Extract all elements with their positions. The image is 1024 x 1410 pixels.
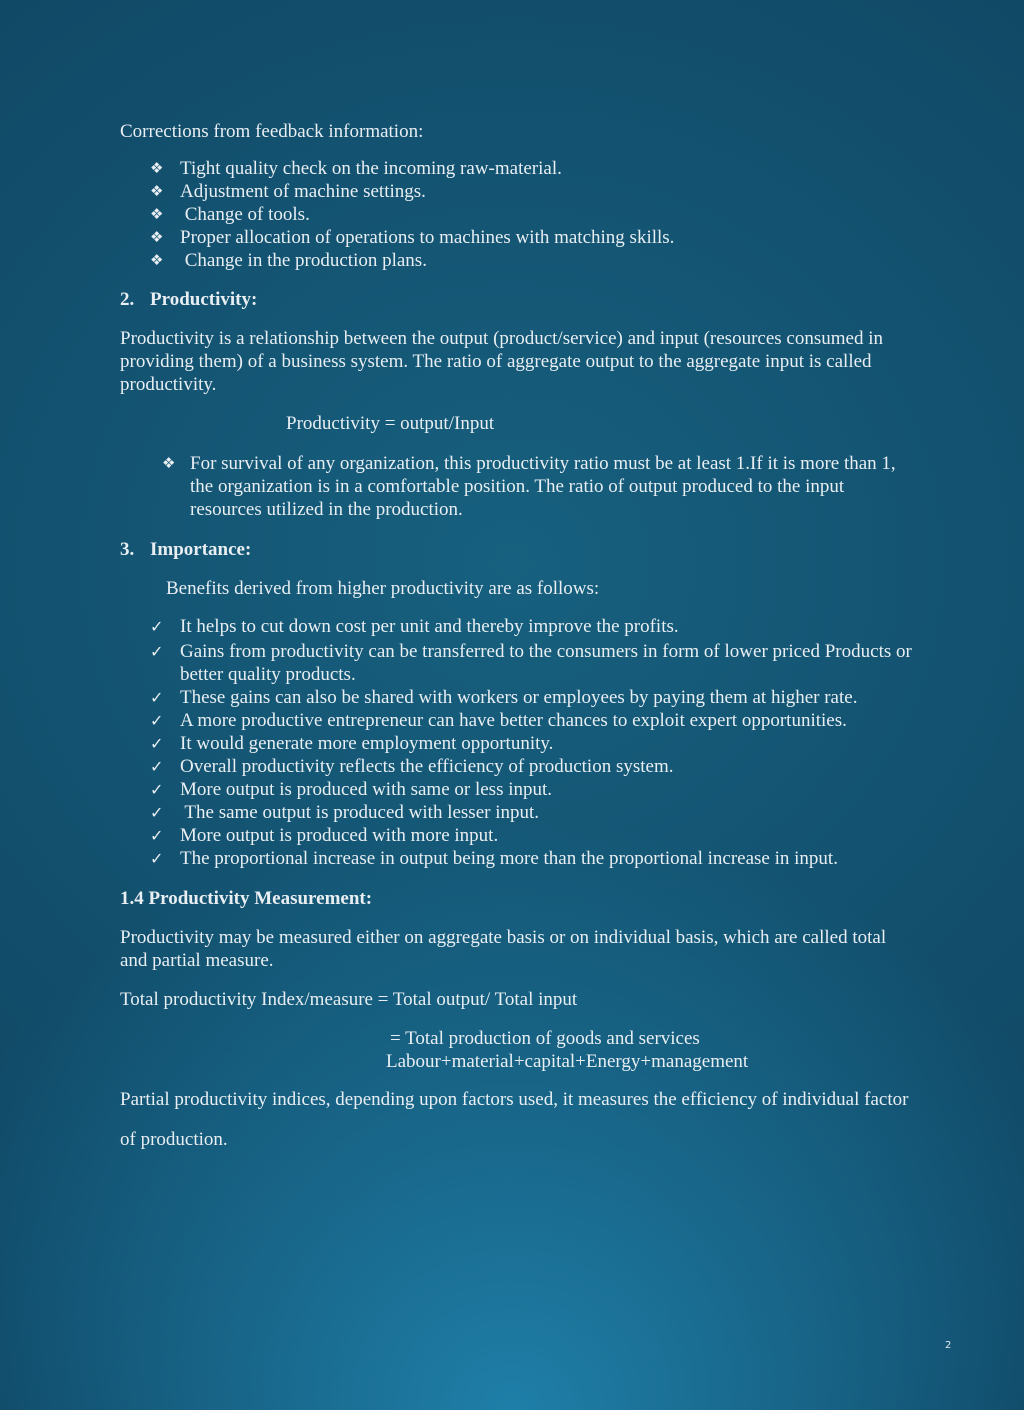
check-mark-icon: ✓ xyxy=(150,711,164,730)
importance-heading: 3. Importance: xyxy=(120,539,252,560)
productivity-paragraph: Productivity is a relationship between the output (product/service) and input (resources consumed in providing them) of a business system. The ratio of aggregate output to the aggregate input is called productivity. xyxy=(120,328,883,395)
list-item: ✓ A more productive entrepreneur can have better chances to exploit expert opportunities. xyxy=(150,710,847,731)
four-diamond-bullet-icon: ❖ xyxy=(150,205,164,223)
check-mark-icon: ✓ xyxy=(150,688,164,707)
total-productivity-formula: Total productivity Index/measure = Total output/ Total input xyxy=(120,989,578,1010)
productivity-note-list xyxy=(162,452,910,521)
four-diamond-bullet-icon: ❖ xyxy=(150,228,164,246)
measurement-paragraph: Productivity may be measured either on aggregate basis or on individual basis, which are called total and partial measure. xyxy=(120,927,887,971)
four-diamond-bullet-icon: ❖ xyxy=(150,251,164,269)
corrections-list xyxy=(150,157,910,272)
list-item: ✓ The proportional increase in output being more than the proportional increase in input. xyxy=(150,848,838,869)
four-diamond-bullet-icon: ❖ xyxy=(150,182,164,200)
partial-productivity-paragraph: Partial productivity indices, depending upon factors used, it measures the efficiency of individual factor of production. xyxy=(120,1089,909,1150)
list-item: ✓ More output is produced with more input. xyxy=(150,825,499,846)
check-mark-icon: ✓ xyxy=(150,734,164,753)
fraction-numerator: = Total production of goods and services xyxy=(390,1028,700,1049)
list-item: ✓ Gains from productivity can be transferred to the consumers in form of lower priced Products or better quality products. xyxy=(150,641,912,685)
list-item: ✓ It helps to cut down cost per unit and thereby improve the profits. xyxy=(150,616,679,637)
corrections-intro: Corrections from feedback information: xyxy=(120,121,424,142)
check-mark-icon: ✓ xyxy=(150,617,164,636)
four-diamond-bullet-icon: ❖ xyxy=(150,159,164,177)
list-item: ✓ The same output is produced with lesser input. xyxy=(150,802,540,823)
check-mark-icon: ✓ xyxy=(150,780,164,799)
measurement-heading: 1.4 Productivity Measurement: xyxy=(120,888,373,909)
list-item: ❖ Tight quality check on the incoming raw-material. xyxy=(150,158,562,179)
total-productivity-fraction xyxy=(386,1027,910,1073)
productivity-heading: 2. Productivity: xyxy=(120,289,258,310)
benefits-list xyxy=(150,615,950,870)
check-mark-icon: ✓ xyxy=(150,803,164,822)
check-mark-icon: ✓ xyxy=(150,642,164,661)
list-item: ✓ More output is produced with same or less input. xyxy=(150,779,553,800)
list-item: ✓ It would generate more employment opportunity. xyxy=(150,733,554,754)
page-content xyxy=(120,120,910,1160)
page-number: 2 xyxy=(945,1340,952,1351)
list-item: ❖ Change of tools. xyxy=(150,204,310,225)
check-mark-icon: ✓ xyxy=(150,849,164,868)
productivity-formula: Productivity = output/Input xyxy=(286,413,495,434)
check-mark-icon: ✓ xyxy=(150,826,164,845)
list-item: ❖ Adjustment of machine settings. xyxy=(150,181,426,202)
check-mark-icon: ✓ xyxy=(150,757,164,776)
list-item: ❖ Change in the production plans. xyxy=(150,250,427,271)
fraction-denominator: Labour+material+capital+Energy+management xyxy=(386,1051,749,1072)
four-diamond-bullet-icon: ❖ xyxy=(162,454,176,472)
list-item: ❖ Proper allocation of operations to machines with matching skills. xyxy=(150,227,675,248)
list-item: ❖ For survival of any organization, this productivity ratio must be at least 1.If it is more than 1, the organization is in a comfortable position. The ratio of output produced to the input resources utilized in the production. xyxy=(162,453,896,520)
importance-intro: Benefits derived from higher productivity are as follows: xyxy=(166,578,600,599)
list-item: ✓ These gains can also be shared with workers or employees by paying them at higher rate. xyxy=(150,687,858,708)
list-item: ✓ Overall productivity reflects the efficiency of production system. xyxy=(150,756,674,777)
